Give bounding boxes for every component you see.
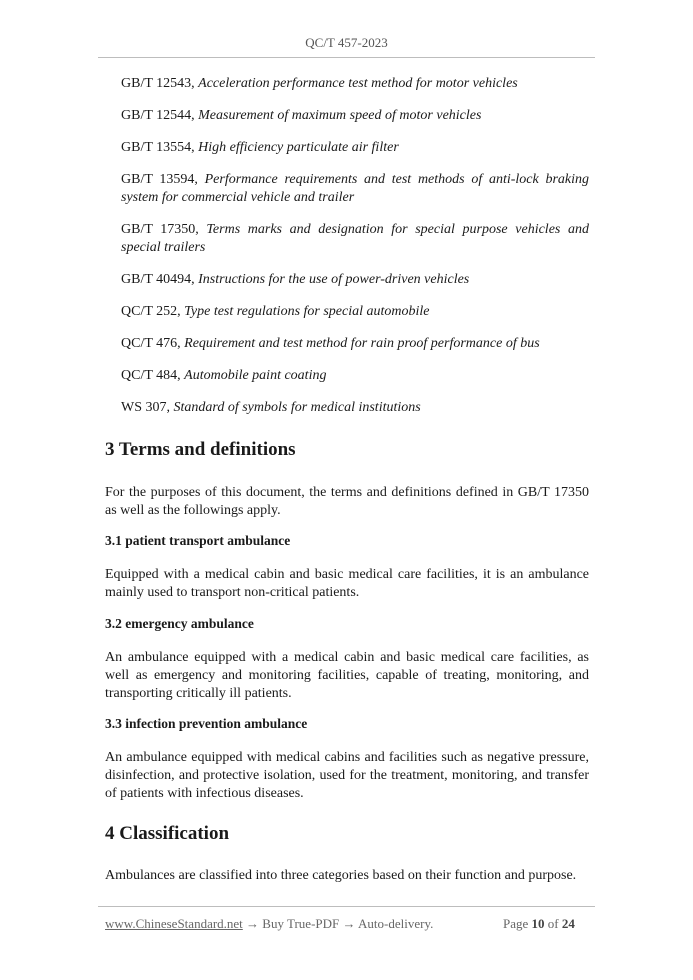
reference-title: Measurement of maximum speed of motor vehicles (198, 108, 482, 123)
site-link[interactable]: www.ChineseStandard.net (105, 916, 243, 931)
reference-code: GB/T 13554, (121, 140, 195, 155)
reference-item (121, 399, 589, 417)
page-current: 10 (531, 916, 545, 931)
section-intro: For the purposes of this document, the terms and definitions defined in GB/T 17350 as well as the followings apply. (105, 485, 589, 518)
reference-item (121, 303, 589, 321)
document-code: QC/T 457-2023 (305, 35, 388, 50)
page-total: 24 (561, 916, 575, 931)
term-definition: Equipped with a medical cabin and basic medical care facilities, it is an ambulance mainly used to transport non-critical patients. (105, 567, 589, 600)
reference-code: GB/T 12544, (121, 108, 195, 123)
reference-code: GB/T 12543, (121, 76, 195, 91)
reference-item (121, 367, 589, 385)
header-divider (98, 57, 595, 58)
footer-promo (105, 916, 433, 932)
reference-title: Performance requirements and test methods of anti-lock braking system for commercial vehicle and trailer (121, 172, 590, 205)
page-of: of (547, 916, 559, 931)
reference-title: Standard of symbols for medical institutions (173, 400, 421, 415)
term-definition: An ambulance equipped with medical cabins and facilities such as negative pressure, disinfection, and protective isolation, used for the treatment, monitoring, and transfer of patients with infectious diseases. (105, 750, 589, 801)
arrow-right-icon: → (342, 916, 356, 931)
term-definition: An ambulance equipped with a medical cabin and basic medical care facilities, as well as emergency and monitoring facilities, capable of treating, monitoring, and transporting critically ill patients. (105, 650, 589, 701)
reference-title: Requirement and test method for rain proof performance of bus (184, 336, 540, 351)
reference-code: QC/T 476, (121, 336, 181, 351)
section-paragraph: Ambulances are classified into three categories based on their function and purpose. (105, 868, 577, 883)
reference-item (121, 171, 589, 207)
term-heading: 3.2 emergency ambulance (105, 616, 254, 631)
reference-code: WS 307, (121, 400, 170, 415)
page-header (0, 35, 693, 51)
reference-item (121, 75, 589, 93)
delivery-text: Auto-delivery. (358, 916, 434, 931)
reference-code: GB/T 13594, (121, 172, 198, 187)
reference-code: QC/T 484, (121, 368, 181, 383)
term-heading: 3.3 infection prevention ambulance (105, 716, 308, 731)
reference-title: Type test regulations for special automobile (184, 304, 430, 319)
page-label: Page (503, 916, 529, 931)
reference-item (121, 271, 589, 289)
reference-title: Terms marks and designation for special purpose vehicles and special trailers (121, 222, 589, 255)
reference-code: QC/T 252, (121, 304, 181, 319)
reference-title: Automobile paint coating (184, 368, 327, 383)
reference-item (121, 139, 589, 157)
reference-title: Acceleration performance test method for motor vehicles (198, 76, 518, 91)
reference-title: Instructions for the use of power-driven vehicles (198, 272, 470, 287)
term-heading: 3.1 patient transport ambulance (105, 533, 291, 548)
reference-item (121, 221, 589, 257)
footer-divider (98, 906, 595, 907)
reference-code: GB/T 40494, (121, 272, 195, 287)
page-number (503, 916, 575, 932)
reference-title: High efficiency particulate air filter (198, 140, 399, 155)
arrow-right-icon: → (246, 916, 260, 931)
reference-item (121, 335, 589, 353)
reference-item (121, 107, 589, 125)
buy-pdf-text: Buy True-PDF (262, 916, 340, 931)
section-heading: 3 Terms and definitions (105, 439, 296, 460)
reference-code: GB/T 17350, (121, 222, 199, 237)
section-heading: 4 Classification (105, 823, 230, 844)
